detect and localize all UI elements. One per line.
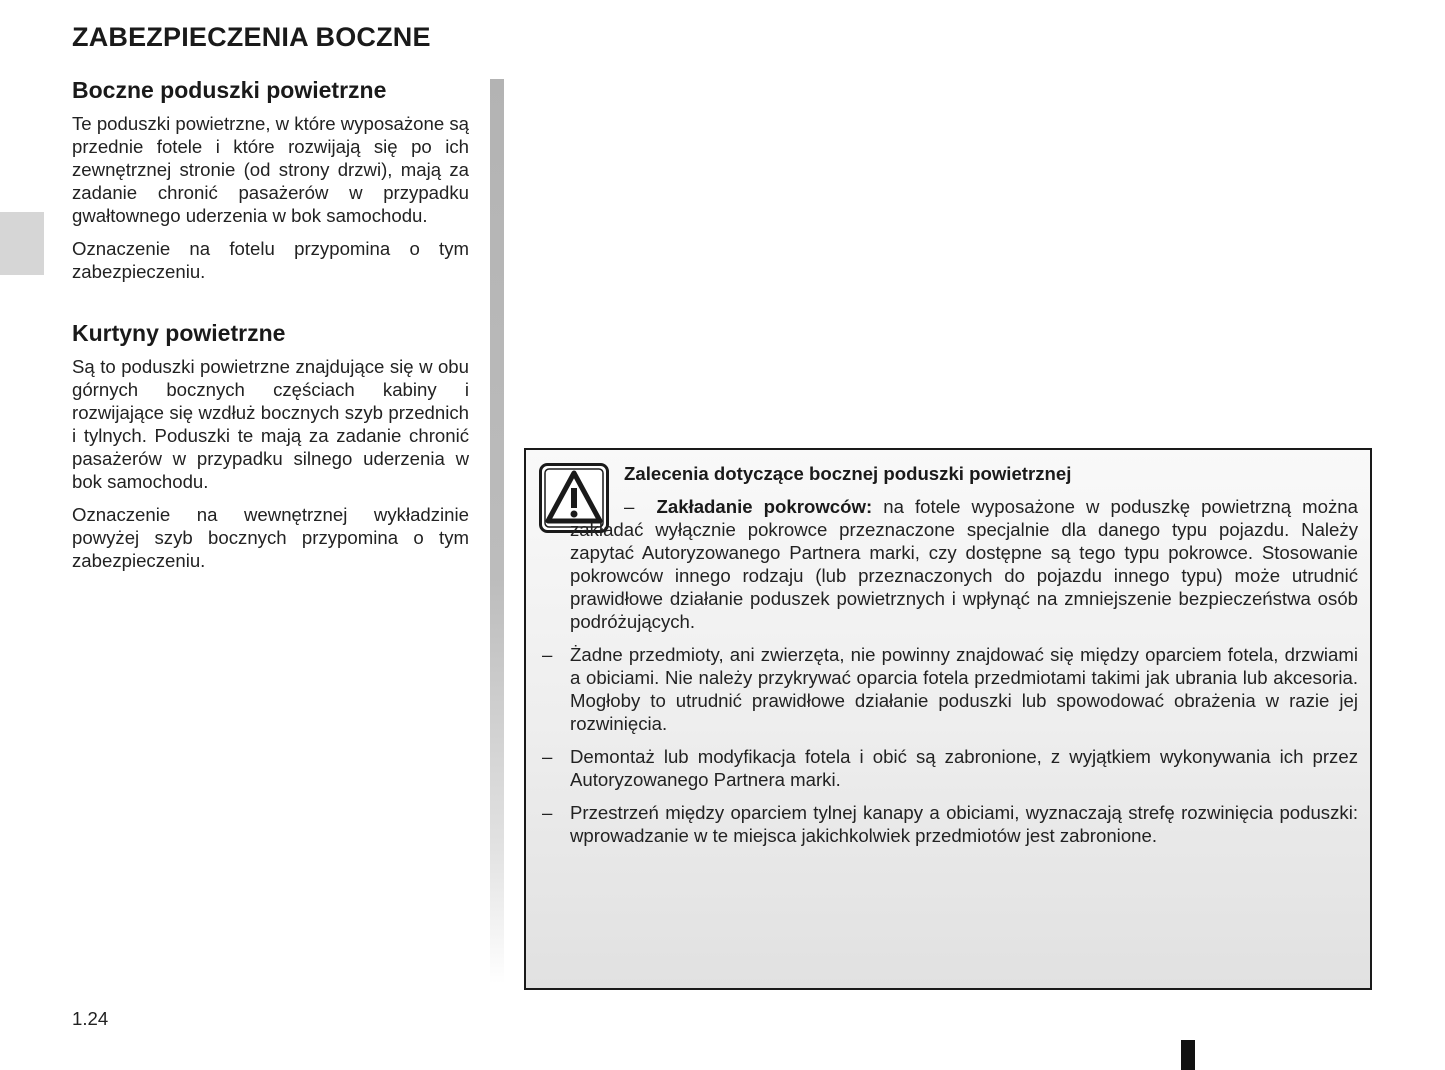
warning-item-text: Demontaż lub modyfikacja fotela i obić są zabronione, z wyjątkiem wykonywania ich przez Autoryzowanego Partnera marki.: [570, 746, 1358, 790]
page-edge-marker: [1181, 1040, 1195, 1070]
curtain-airbags-paragraph-2: Oznaczenie na wewnętrznej wykładzinie powyżej szyb bocznych przypomina o tym zabezpieczeniu.: [72, 504, 469, 571]
warning-heading: Zalecenia dotyczące bocznej poduszki powietrznej: [624, 463, 1072, 484]
warning-item: [542, 745, 1358, 791]
side-airbags-paragraph-1: Te poduszki powietrzne, w które wyposażone są przednie fotele i które rozwijają się po ich zewnętrznej stronie (od strony drzwi), mają za zadanie chronić pasażerów w przypadku gwałtownego uderzenia w bok samochodu.: [72, 113, 469, 226]
warning-item: [542, 643, 1358, 735]
curtain-airbags-paragraph-1: Są to poduszki powietrzne znajdujące się w obu górnych bocznych częściach kabiny i rozwijające się wzdłuż bocznych szyb przednich i tylnych. Poduszki te mają za zadanie chronić pasażerów w przypadku silnego uderzenia w bok samochodu.: [72, 356, 469, 492]
warning-dash: –: [542, 802, 553, 823]
warning-item: [542, 801, 1358, 847]
side-airbags-paragraph-2: Oznaczenie na fotelu przypomina o tym zabezpieczeniu.: [72, 238, 469, 282]
warning-item-text: na fotele wyposażone w poduszkę powietrzną można zakładać wyłącznie pokrowce przeznaczone specjalnie dla danego typu pojazdu. Należy zapytać Autoryzowanego Partnera marki, czy dostępne są tego typu pokrowce. Stosowanie pokrowców innego rodzaju (lub przeznaczonych do pojazdu innego typu) może utrudnić prawidłowe działanie poduszek powietrznych i wpłynąć na zmniejszenie bezpieczeństwa osób podróżujących.: [570, 496, 1358, 632]
warning-item-bold-label: Zakładanie pokrowców:: [656, 496, 873, 517]
warning-item-text: Przestrzeń między oparciem tylnej kanapy a obiciami, wyznaczają strefę rozwinięcia poduszki: wprowadzanie w te miejsca jakichkolwiek przedmiotów jest zabronione.: [570, 802, 1358, 846]
left-column: [72, 74, 469, 572]
warning-box: [524, 448, 1372, 990]
warning-item: [542, 495, 1358, 633]
warning-dash: –: [624, 496, 635, 517]
section-heading-side-airbags: Boczne poduszki powietrzne: [72, 77, 387, 103]
warning-text: [542, 462, 1358, 857]
warning-item-text: Żadne przedmioty, ani zwierzęta, nie powinny znajdować się między oparciem fotela, drzwiami a obiciami. Nie należy przykrywać oparcia fotela przedmiotami takimi jak ubrania lub akcesoria. Mogłoby to utrudnić prawidłowe działanie poduszki lub spowodować obrażenia w razie jej rozwinięcia.: [570, 644, 1358, 734]
page-number: 1.24: [72, 1008, 109, 1029]
section-heading-curtain-airbags: Kurtyny powietrzne: [72, 320, 286, 346]
warning-dash: –: [542, 644, 553, 665]
section-tab-marker: [0, 212, 44, 275]
warning-dash: –: [542, 746, 553, 767]
page-title: ZABEZPIECZENIA BOCZNE: [72, 22, 431, 52]
column-divider: [490, 79, 504, 984]
